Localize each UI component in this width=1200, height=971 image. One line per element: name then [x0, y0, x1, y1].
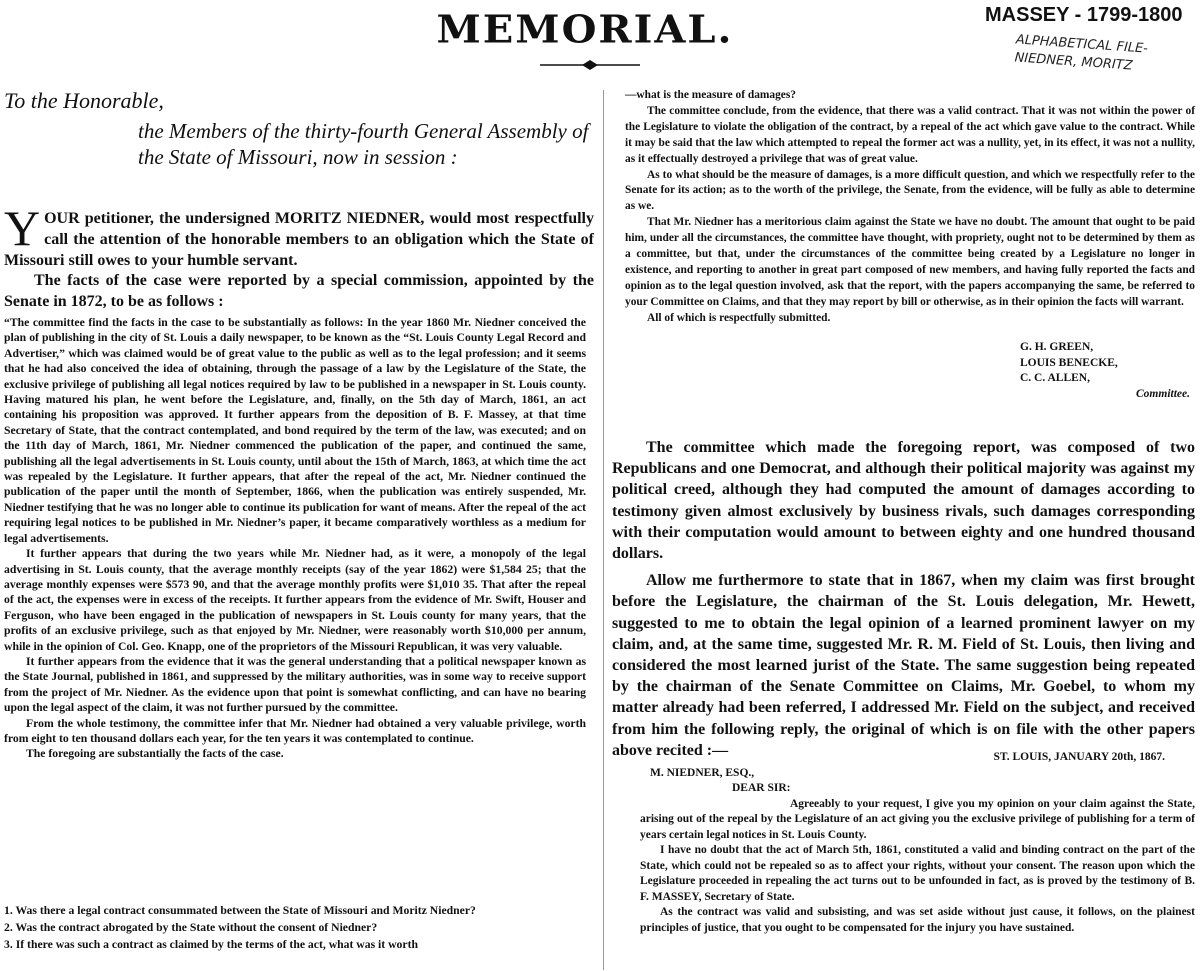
letter-salutation: DEAR SIR: [732, 782, 791, 794]
committee-signatures [1020, 340, 1190, 402]
quoted-letter [640, 750, 1195, 936]
report-paragraph: The foregoing are substantially the facts of the case. [26, 747, 284, 761]
letter-place-date: ST. LOUIS, JANUARY 20th, 1867. [993, 751, 1165, 763]
report-paragraph: It further appears that during the two years while Mr. Niedner had, as it were, a monopoly of the legal advertising in St. Louis county, that the average monthly receipts (say of the year 1862) were $1,584 25; that the average monthly expenses were $573 90, and that the average monthly profits were $1,010 35. That after the repeal of the act, the expenses were in excess of the receipts. It further appears from the evidence of Mr. Swift, Houser and Ferguson, who have been engaged in the publication of newspapers in St. Louis county for many years, that the profits of an exclusive privilege, such as that enjoyed by Mr. Niedner, were reasonably worth $10,000 per annum, while in the opinion of Col. Geo. Knapp, one of the proprietors of the Missouri Republican, it was very valuable. [4, 547, 586, 653]
handwritten-line: NIEDNER, MORITZ [1014, 50, 1133, 74]
letter-addressee: M. NIEDNER, ESQ., [650, 766, 755, 779]
signer-name: C. C. ALLEN, [1020, 372, 1090, 384]
report-paragraph: As to what should be the measure of damages, is a more difficult question, and which we respectfully refer to the Senate for its action; as to the worth of the privilege, the Senate, from the evidence, will be fully as able to determine as we. [625, 168, 1195, 213]
facts-intro: The facts of the case were reported by a special commission, appointed by the Senate in 1872, to be as follows : [4, 272, 594, 310]
letter-paragraph: I have no doubt that the act of March 5th, 1861, constituted a valid and binding contract on the part of the State, which could not be repealed so as to affect your rights, without your consent. The reason upon which the Legislature proceeded in repealing the act turns out to be unfounded in fact, as is proved by the testimony of B. F. MASSEY, Secretary of State. [640, 844, 1195, 903]
report-column-left [4, 315, 586, 762]
report-paragraph: All of which is respectfully submitted. [647, 311, 831, 324]
address-recipients: the Members of the thirty-fourth General Assembly of the State of Missouri, now in session : [138, 119, 589, 169]
report-questions [4, 902, 594, 953]
report-paragraph: That Mr. Niedner has a meritorious claim against the State we have no doubt. The amount that ought to be paid him, under all the circumstances, the committee have thought, with propriety, ought not to be determined by them as a committee, but that, under the circumstances of the committee being created by a Legislature no longer in existence, and reporting to another in great part composed of new members, and having fully reported the facts and opinion as to the legal question involved, ask that the report, with the papers accompanying the same, be referred to your Committee on Claims, and that they may report by bill or otherwise, as in their opinion the facts will warrant. [625, 216, 1195, 308]
document-title: MEMORIAL. [436, 7, 734, 52]
report-paragraph: The committee conclude, from the evidence, that there was a valid contract. That it was not within the power of the Legislature to violate the obligation of the contract, by a repeal of the act which gave value to the contract. While it may be said that the law which attempted to repeal the former act was a nullity, yet, in its effect, it was not a nullity, as it effectually destroyed a privilege that was of great value. [625, 104, 1196, 165]
committee-label: Committee. [1136, 387, 1190, 400]
handwritten-note [1014, 31, 1149, 76]
body-paragraph: Allow me furthermore to state that in 1867, when my claim was first brought before the Legislature, the chairman of the St. Louis delegation, Mr. Hewett, suggested to me to obtain the legal opinion of a learned prominent lawyer on my claim, and, at the same time, suggested Mr. R. M. Field of St. Louis, then living and considered the most learned jurist of the State. The same suggestion being repeated by the chairman of the Senate Committee on Claims, Mr. Goebel, to whom my matter already had been referred, I addressed Mr. Field on the subject, and received from him the following reply, the original of which is on file with the other papers above recited :— [612, 572, 1195, 759]
report-paragraph: From the whole testimony, the committee infer that Mr. Niedner had obtained a very valuable privilege, worth from eight to ten thousand dollars each year, for the ten years it was contemplated to continue. [4, 716, 586, 745]
report-paragraph: —what is the measure of damages? [625, 89, 796, 101]
memorial-body-right [612, 437, 1195, 767]
letter-paragraph: Agreeably to your request, I give you my opinion on your claim against the State, arising out of the repeal by the Legislature of an act giving you the exclusive privilege of publishing for a term of years certain legal notices in St. Louis County. [640, 797, 1195, 841]
question-item: 1. Was there a legal contract consummated between the State of Missouri and Moritz Niedner? [4, 904, 476, 917]
title-ornament [540, 58, 640, 72]
signer-name: LOUIS BENECKE, [1020, 356, 1118, 369]
address-line: To the Honorable, [4, 88, 164, 113]
file-tag: MASSEY - 1799-1800 [985, 4, 1183, 26]
body-paragraph: The committee which made the foregoing report, was composed of two Republicans and one Democrat, and although their political majority was against my political creed, although they had computed the amount of damages according to testimony given almost exclusively by business rivals, such damages corresponding with their computation would amount to between eighty and one hundred thousand dollars. [612, 439, 1195, 563]
report-paragraph: “The committee find the facts in the case to be substantially as follows: In the year 1860 Mr. Niedner conceived the plan of publishing in the city of St. Louis a daily newspaper, to be known as the “St. Louis County Legal Record and Advertiser,” which was claimed would be of great value to the public as well as to the legal profession; and it seems that he had also conceived the idea of obtaining, through the passage of a law by the Legislature of the State, the exclusive privilege of publishing all legal notices required by law to be published in a newspaper in St. Louis county. Having matured his plan, he went before the Legislature, and, finally, on the 5th day of March, 1861, an act containing his proposition was approved. It further appears from the deposition of B. F. Massey, at that time Secretary of State, that the contract contemplated, and bond required by the term of the law, was executed; and on the 11th day of March, 1861, Mr. Niedner commenced the publication of the paper, and continued the same, publishing all the legal advertisements in St. Louis county, until about the 15th of March, 1863, at which time the act was repealed by the Legislature. It further appears, that after the repeal of the act, Mr. Niedner continued the publication of the paper until the month of September, 1866, when the publication was entirely suspended, Mr. Niedner testifying that he was no longer able to continue its publication for want of means. After the repeal of the act requiring legal notices to be published in Mr. Niedner’s paper, it became comparatively worthless as a medium for legal advertisements. [4, 316, 586, 545]
signer-name: G. H. GREEN, [1020, 341, 1094, 353]
petition-text: OUR petitioner, the undersigned MORITZ NIEDNER, would most respectfully call the attention of the honorable members to an obligation which the State of Missouri still owes to your humble servant. [4, 210, 594, 269]
handwritten-line: ALPHABETICAL FILE- [1015, 32, 1149, 57]
petition-paragraph [4, 200, 594, 271]
question-item: 2. Was the contract abrogated by the State without the consent of Niedner? [4, 921, 378, 934]
question-item: 3. If there was such a contract as claimed by the terms of the act, what was it worth [4, 938, 418, 951]
letter-paragraph: As the contract was valid and subsisting, and was set aside without just cause, it follows, on the plainest principles of justice, that you ought to be compensated for the injury you have sustained. [640, 906, 1195, 934]
report-column-right [625, 88, 1195, 327]
drop-cap: Y [4, 200, 41, 256]
report-paragraph: It further appears from the evidence that it was the general understanding that a political newspaper known as the State Journal, published in 1861, and suppressed by the military authorities, was in some way to receive support from the project of Mr. Niedner. As the evidence upon that point is somewhat conflicting, and can have no bearing upon the legal aspect of the claim, it was not further pursued by the committee. [4, 654, 586, 715]
column-divider [603, 90, 604, 970]
